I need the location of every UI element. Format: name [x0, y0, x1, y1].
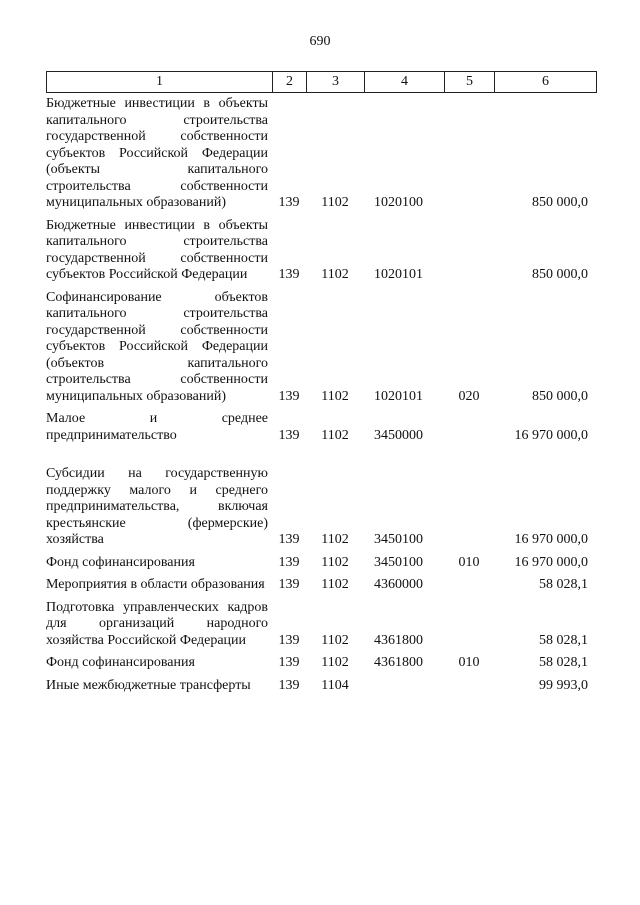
row-name: Мероприятия в области образования	[46, 577, 265, 592]
table-row	[46, 678, 596, 695]
row-col2: 139	[278, 532, 300, 547]
row-col5	[444, 466, 494, 549]
row-col2: 139	[278, 388, 300, 404]
row-col5: 010	[458, 554, 480, 570]
row-col4: 4361800	[374, 632, 423, 648]
row-name: Бюджетные инвестиции в объекты капитального строительства государственной собственности субъектов Российской Федерации (объекты капитального строительства собственности муниципальных образований)	[46, 96, 268, 210]
row-col6: 850 000,0	[532, 195, 588, 210]
row-col5: 020	[458, 388, 480, 404]
row-col3: 1104	[321, 677, 349, 693]
row-col3: 1102	[321, 554, 349, 570]
row-col6: 58 028,1	[539, 577, 588, 592]
table-row	[46, 655, 596, 672]
row-col6: 58 028,1	[539, 655, 588, 670]
row-col3: 1102	[321, 532, 349, 547]
row-col3: 1102	[321, 655, 349, 670]
row-col4: 3450000	[374, 427, 423, 443]
row-name: Фонд софинансирования	[46, 655, 195, 670]
row-col5	[444, 411, 494, 444]
column-header-6: 6	[495, 72, 597, 93]
row-col2: 139	[278, 677, 300, 693]
row-col3: 1102	[321, 195, 349, 210]
row-col3: 1102	[321, 577, 349, 592]
row-col2: 139	[278, 632, 300, 648]
row-col6: 16 970 000,0	[514, 532, 588, 547]
column-header-row	[47, 72, 597, 93]
row-col3: 1102	[321, 632, 349, 648]
row-col5	[444, 600, 494, 650]
row-name: Иные межбюджетные трансферты	[46, 677, 251, 693]
row-col6: 850 000,0	[532, 267, 588, 282]
row-col4: 1020100	[374, 195, 423, 210]
row-name: Малое и среднее предпринимательство	[46, 411, 268, 443]
column-header-2: 2	[273, 72, 307, 93]
row-col4: 4361800	[374, 655, 423, 670]
row-col6: 16 970 000,0	[514, 554, 588, 570]
table-row	[46, 411, 596, 444]
row-col5	[444, 577, 494, 594]
row-name: Фонд софинансирования	[46, 554, 195, 570]
row-col3: 1102	[321, 388, 349, 404]
column-header-5: 5	[445, 72, 495, 93]
row-col6: 850 000,0	[532, 388, 588, 404]
column-header-1: 1	[47, 72, 273, 93]
row-name: Субсидии на государственную поддержку малого и среднего предпринимательства, включая крестьянские (фермерские) хозяйства	[46, 466, 268, 547]
row-col2: 139	[278, 554, 300, 570]
row-col4: 3450100	[374, 532, 423, 547]
table-row	[46, 577, 596, 594]
row-col5: 010	[458, 655, 480, 670]
row-col4: 4360000	[374, 577, 423, 592]
budget-table	[46, 96, 596, 694]
row-col5	[444, 218, 494, 284]
table-row	[46, 600, 596, 650]
row-col4	[364, 678, 444, 695]
table-row	[46, 555, 596, 572]
row-col6: 58 028,1	[539, 632, 588, 648]
page-number: 690	[309, 34, 331, 49]
row-col2: 139	[278, 427, 300, 443]
row-col2: 139	[278, 577, 300, 592]
row-col2: 139	[278, 655, 300, 670]
table-row	[46, 218, 596, 284]
row-col5	[444, 678, 494, 695]
row-col5	[444, 96, 494, 212]
row-col4: 3450100	[374, 554, 423, 570]
table-row	[46, 466, 596, 549]
column-header-3: 3	[307, 72, 365, 93]
column-header-4: 4	[365, 72, 445, 93]
row-col6: 16 970 000,0	[514, 427, 588, 443]
row-col3: 1102	[321, 267, 349, 282]
column-header-table	[46, 71, 597, 93]
row-col4: 1020101	[374, 267, 423, 282]
row-col3: 1102	[321, 427, 349, 443]
table-row	[46, 96, 596, 212]
table-row	[46, 290, 596, 406]
row-name: Подготовка управленческих кадров для организаций народного хозяйства Российской Федерации	[46, 599, 268, 648]
row-col6: 99 993,0	[539, 677, 588, 693]
row-name: Софинансирование объектов капитального строительства государственной собственности субъектов Российской Федерации (объектов капитального строительства собственности муниципальных образований)	[46, 289, 268, 404]
row-col4: 1020101	[374, 388, 423, 404]
row-col2: 139	[278, 195, 300, 210]
row-name: Бюджетные инвестиции в объекты капитального строительства государственной собственности субъектов Российской Федерации	[46, 217, 268, 282]
row-col2: 139	[278, 267, 300, 282]
